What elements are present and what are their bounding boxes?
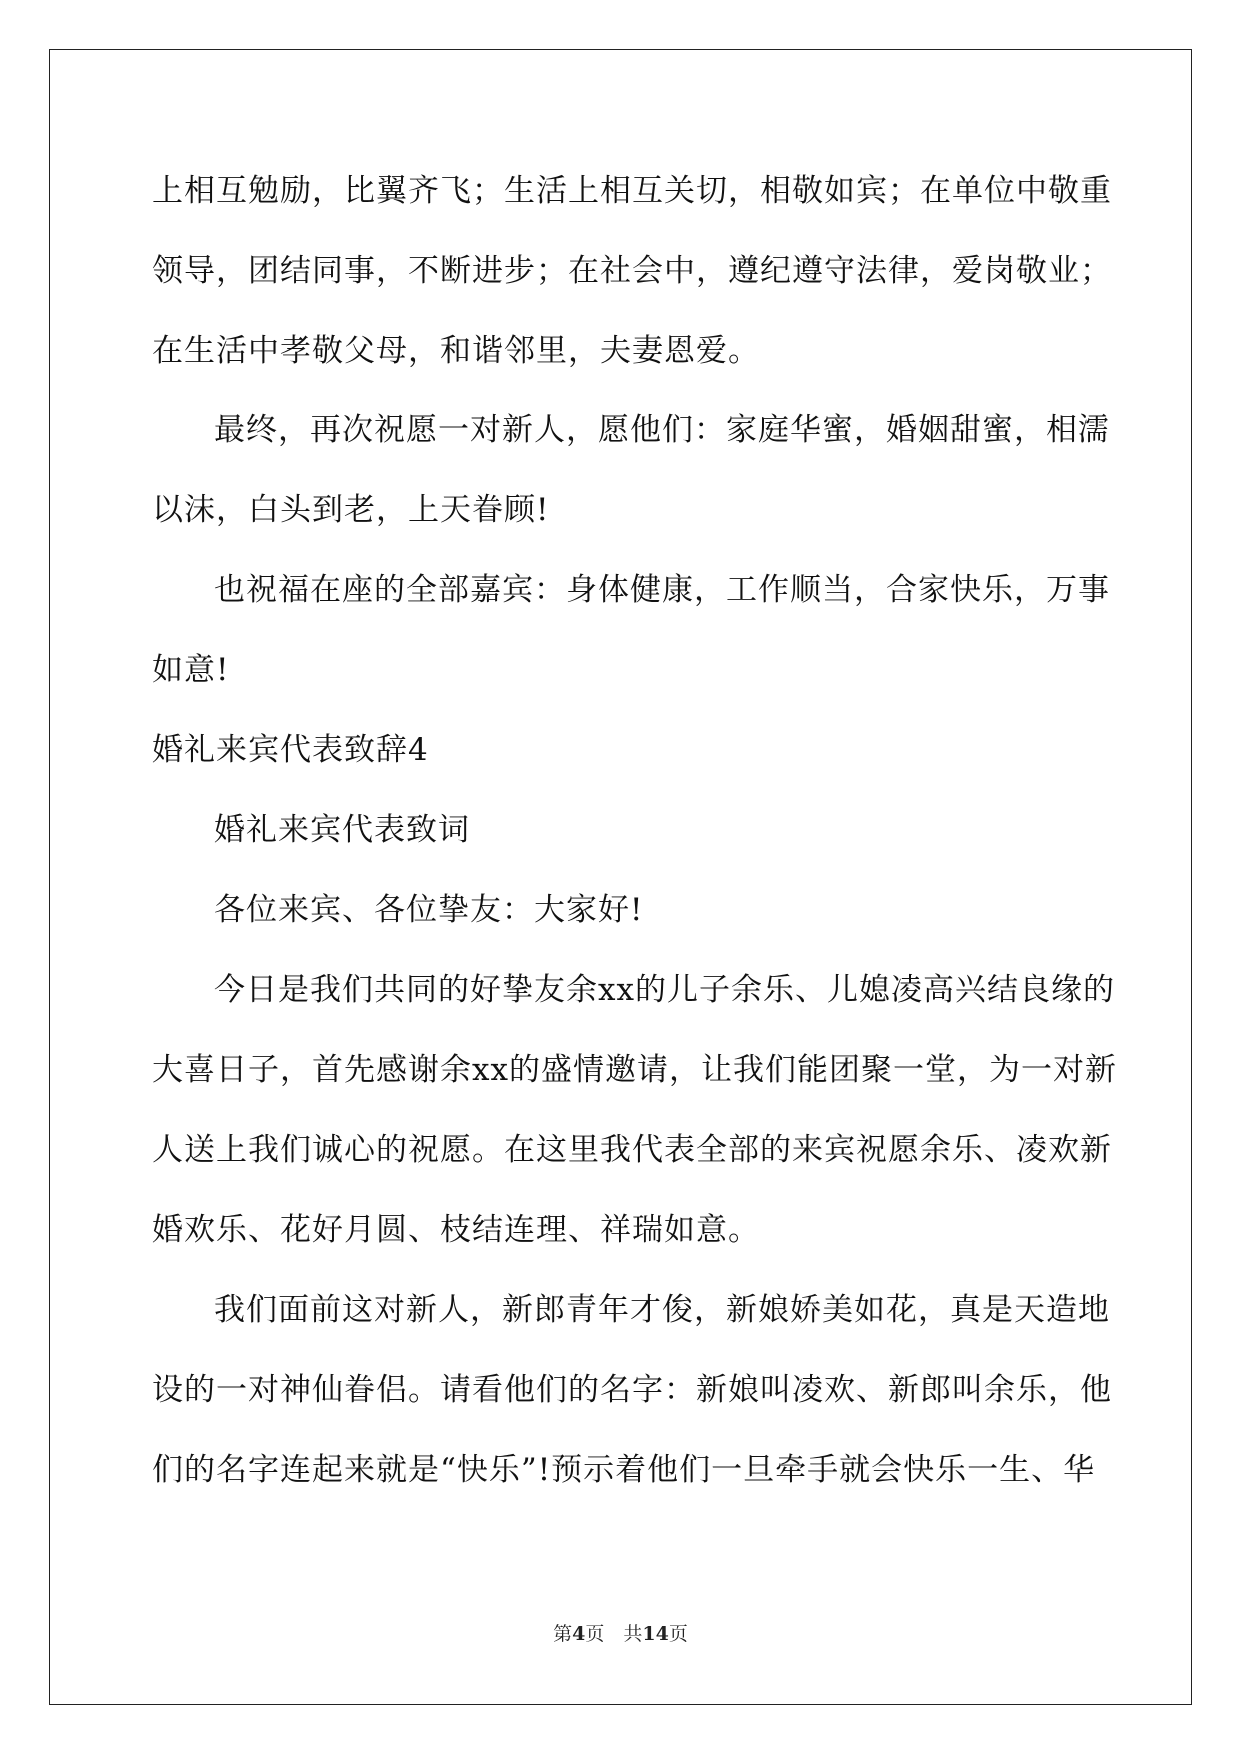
footer-prefix: 第 (553, 1623, 573, 1645)
footer-suffix: 页 (668, 1623, 688, 1645)
footer-mid: 页 共 (585, 1623, 643, 1645)
body-line-9: 大喜日子，首先感谢余xx的盛情邀请，让我们能团聚一堂，为一对新 (152, 1052, 1117, 1088)
body-line-12: 我们面前这对新人，新郎青年才俊，新娘娇美如花，真是天造地 (214, 1292, 1110, 1328)
body-line-14: 们的名字连起来就是“快乐”!预示着他们一旦牵手就会快乐一生、华 (152, 1452, 1096, 1488)
speech-title: 婚礼来宾代表致词 (214, 812, 470, 848)
body-line-5: 以沫，白头到老，上天眷顾! (152, 492, 550, 528)
body-line-2: 领导，团结同事，不断进步；在社会中，遵纪遵守法律，爱岗敬业； (152, 253, 1112, 289)
body-line-6: 也祝福在座的全部嘉宾：身体健康，工作顺当，合家快乐，万事 (214, 572, 1110, 608)
footer-current-page: 4 (572, 1623, 586, 1645)
body-line-11: 婚欢乐、花好月圆、枝结连理、祥瑞如意。 (152, 1212, 760, 1248)
body-line-8: 今日是我们共同的好挚友余xx的儿子余乐、儿媳凌高兴结良缘的 (214, 972, 1115, 1008)
body-line-7: 如意! (152, 652, 230, 688)
body-line-13: 设的一对神仙眷侣。请看他们的名字：新娘叫凌欢、新郎叫余乐，他 (152, 1372, 1112, 1408)
body-line-10: 人送上我们诚心的祝愿。在这里我代表全部的来宾祝愿余乐、凌欢新 (152, 1132, 1112, 1168)
footer-total-pages: 14 (642, 1623, 669, 1645)
body-line-1: 上相互勉励，比翼齐飞；生活上相互关切，相敬如宾；在单位中敬重 (152, 173, 1112, 209)
page-number-footer (0, 1622, 1241, 1646)
greeting-line: 各位来宾、各位挚友：大家好! (214, 892, 644, 928)
body-line-3: 在生活中孝敬父母，和谐邻里，夫妻恩爱。 (152, 333, 760, 369)
section-heading: 婚礼来宾代表致辞4 (152, 732, 429, 768)
body-line-4: 最终，再次祝愿一对新人，愿他们：家庭华蜜，婚姻甜蜜，相濡 (214, 412, 1110, 448)
